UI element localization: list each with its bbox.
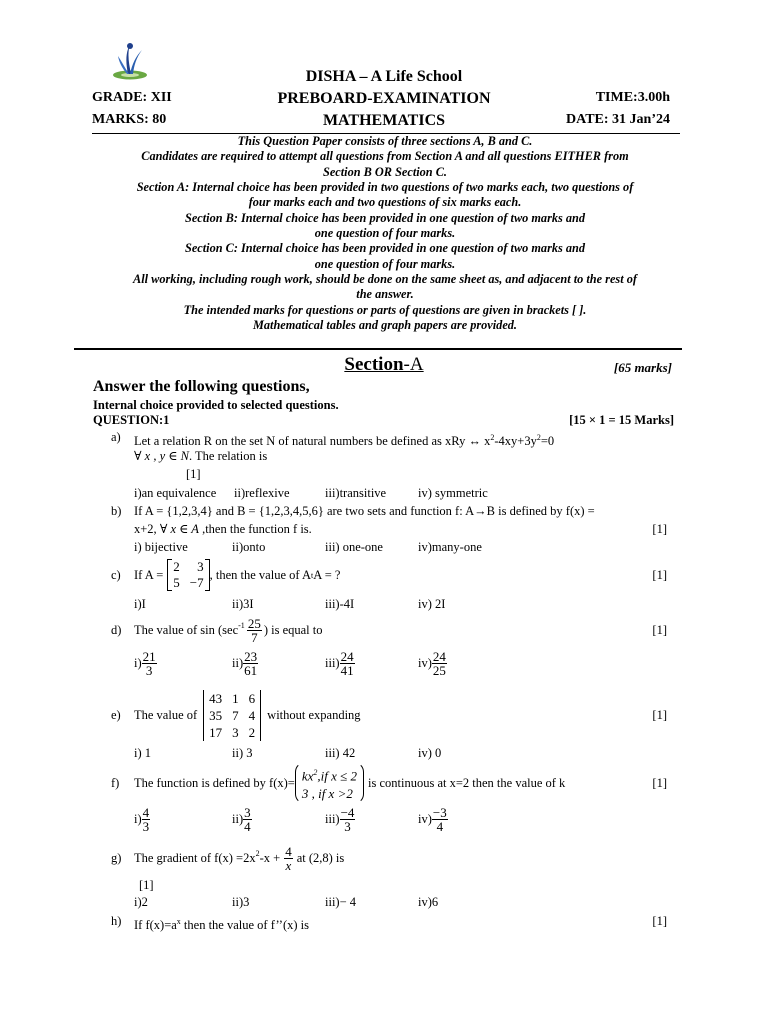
exam-title: PREBOARD-EXAMINATION	[277, 90, 491, 107]
instructions-divider	[74, 348, 682, 350]
subject-title: MATHEMATICS	[322, 112, 446, 129]
date-label: DATE: 31 Jan’24	[566, 112, 670, 127]
determinant: 43 1 6 35 7 4 17 3 2	[203, 690, 261, 741]
option: iii) one-one	[325, 540, 383, 554]
matrix-a: 2 3 5 −7	[167, 559, 209, 591]
question-g-label: g)	[111, 851, 122, 865]
piecewise-function: $kx^2,if$ x ≤ 2 3 , if x >2	[295, 762, 364, 803]
instruction-line: the answer.	[356, 287, 414, 302]
total-marks-label: MARKS: 80	[92, 112, 167, 127]
instruction-line: Section C: Internal choice has been provided in one question of two marks and	[184, 241, 586, 256]
option: iv) 2I	[418, 597, 446, 611]
option: ii)3I	[232, 597, 254, 611]
question-a-text: Let a relation R on the set N of natural numbers be defined as xRy ↔ $x^2-4xy+3y^2=0$	[134, 433, 555, 449]
option: iii) 42	[325, 746, 356, 760]
question-f-marks: [1]	[652, 776, 667, 790]
question-f-text: The function is defined by f(x)= $kx^2,if$ x ≤ 2 3 , if x >2 is continuous at x=2 then the value of k	[134, 762, 565, 804]
option: i) 1	[134, 746, 152, 760]
instruction-line: Section A: Internal choice has been provided in two questions of two marks each, two questions of	[136, 180, 634, 195]
question-b-line2: x+2, ∀ x ∈ A ,then the function f is.	[134, 522, 312, 536]
question-b-marks: [1]	[652, 522, 667, 536]
instruction-line: Section B OR Section C.	[322, 164, 447, 179]
question-g-text: The gradient of f(x) =2x $^2$ -x + $\frac{4}{x}$ at (2,8) is	[134, 843, 345, 873]
question-h-text: If $f(x)=a^x$ then the value of f’’(x) is	[134, 917, 309, 933]
question-a-label: a)	[111, 430, 121, 444]
question-e-text: The value of 43 1 6 35 7 4 17 3 2 without expanding	[134, 690, 361, 740]
instruction-line: This Question Paper consists of three sections A, B and C.	[237, 134, 533, 148]
option: i)2	[134, 895, 148, 909]
instruction-line: one question of four marks.	[314, 256, 456, 271]
question-d-marks: [1]	[652, 623, 667, 637]
question-marks: [15 × 1 = 15 Marks]	[569, 413, 674, 427]
instruction-line: Candidates are required to attempt all questions from Section A and all questions EITHER from	[141, 149, 629, 164]
question-b-text: If A = {1,2,3,4} and B = {1,2,3,4,5,6} are two sets and function f: A→B is defined by f(x) =	[134, 504, 595, 518]
option: iii) $\frac{-4}{3}$	[325, 805, 355, 834]
grade-label: GRADE: XII	[92, 90, 172, 105]
option: iv) symmetric	[418, 486, 488, 500]
option: i)an equivalence	[134, 486, 217, 500]
question-a-line2: ∀ x , y ∈ N. The relation is	[134, 449, 268, 463]
option: iv) 0	[418, 746, 442, 760]
option: iii)transitive	[325, 486, 387, 500]
question-d-text: The value of sin (sec $^{-1}$ $\frac{25}{7}$ ) is equal to	[134, 615, 323, 645]
school-name: DISHA – A Life School	[305, 68, 463, 85]
instruction-line: The intended marks for questions or parts of questions are given in brackets [ ].	[183, 302, 587, 317]
option: iv) $\frac{-3}{4}$	[418, 805, 447, 834]
fraction: $\frac{25}{7}$	[247, 615, 261, 645]
option: iii) $\frac{24}{41}$	[325, 649, 354, 678]
instruction-line: Section B: Internal choice has been provided in one question of two marks and	[184, 210, 586, 225]
instructions-block	[90, 134, 680, 333]
question-e-marks: [1]	[652, 708, 667, 722]
answer-heading: Answer the following questions,	[93, 378, 310, 395]
question-c-label: c)	[111, 568, 121, 582]
option: iv)many-one	[418, 540, 482, 554]
option: ii)3	[232, 895, 250, 909]
option: ii)reflexive	[234, 486, 290, 500]
option: i)I	[134, 597, 146, 611]
question-g-marks: [1]	[139, 878, 154, 892]
fraction: $\frac{4}{x}$	[285, 843, 292, 873]
time-label: TIME:3.00h	[595, 90, 670, 105]
instruction-line: four marks each and two questions of six marks each.	[248, 195, 522, 210]
instruction-line: All working, including rough work, should be done on the same sheet as, and adjacent to the rest of	[133, 272, 637, 287]
question-label: QUESTION:1	[93, 413, 170, 427]
option: iii)− 4	[325, 895, 357, 909]
question-c-marks: [1]	[652, 568, 667, 582]
instruction-line: one question of four marks.	[314, 226, 456, 241]
question-h-label: h)	[111, 914, 122, 928]
question-b-label: b)	[111, 504, 122, 518]
option: iii)-4I	[325, 597, 355, 611]
question-h-marks: [1]	[652, 914, 667, 928]
question-f-label: f)	[111, 776, 120, 790]
section-marks: [65 marks]	[613, 360, 672, 375]
option: ii)onto	[232, 540, 266, 554]
option: iv)6	[418, 895, 439, 909]
section-title: Section-A	[344, 354, 424, 375]
question-e-label: e)	[111, 708, 121, 722]
question-d-label: d)	[111, 623, 122, 637]
option: i) $\frac{4}{3}$	[134, 805, 150, 834]
question-a-marks: [1]	[186, 467, 201, 481]
option: ii) $\frac{23}{61}$	[232, 649, 258, 678]
option: ii) $\frac{3}{4}$	[232, 805, 251, 834]
option: iv) $\frac{24}{25}$	[418, 649, 446, 678]
option: i) $\frac{21}{3}$	[134, 649, 156, 678]
option: i) bijective	[134, 540, 188, 554]
internal-choice-note: Internal choice provided to selected questions.	[93, 398, 339, 412]
instruction-line: Mathematical tables and graph papers are provided.	[252, 318, 518, 333]
option: ii) 3	[232, 746, 253, 760]
question-c-text: If A = 2 3 5 −7 , then the value of A t A = ?	[134, 559, 341, 590]
